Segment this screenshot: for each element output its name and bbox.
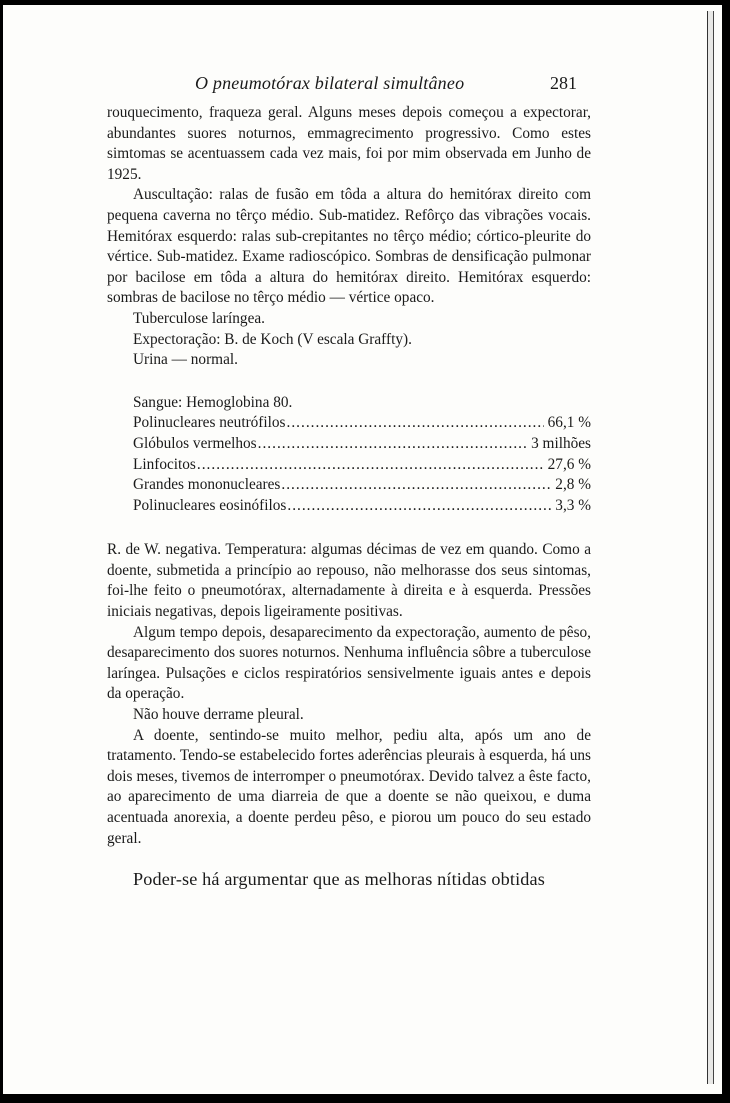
lab-row	[107, 455, 591, 476]
line-urine: Urina — normal.	[133, 351, 238, 369]
lab-value: 3 milhões	[531, 434, 591, 452]
paragraph-auscultation: Auscultação: ralas de fusão em tôda a altura do hemitórax direito com pequena caverna no têrço médio. Sub-matidez. Refôrço das vibrações vocais. Hemitórax esquerdo: ralas sub-crepitantes no têrço médio; córtico-pleurite do vértice. Sub-matidez. Exame radioscópico. Sombras de densificação pulmonar por bacilose em tôda a altura do hemitórax direito. Hemitórax esquerdo: sombras de bacilose no têrço médio — vértice opaco.	[107, 186, 591, 307]
running-title: O pneumotórax bilateral simultâneo	[195, 73, 465, 93]
paragraph-wassermann: R. de W. negativa. Temperatura: algumas décimas de vez em quando. Como a doente, submetida a princípio ao repouso, não melhorasse dos seus sintomas, foi-lhe feito o pneumotórax, alternadamente à direita e à esquerda. Pressões iniciais negativas, depois ligeiramente positivas.	[107, 541, 591, 621]
lab-row	[107, 434, 591, 455]
page-number: 281	[550, 73, 577, 93]
lab-value: 3,3 %	[555, 496, 591, 514]
running-header	[107, 67, 591, 103]
page-edge	[707, 11, 714, 1084]
paragraph-improvement: Algum tempo depois, desaparecimento da expectoração, aumento de pêso, desaparecimento dos suores noturnos. Nenhuma influência sôbre a tuberculose laríngea. Pulsações e ciclos respiratórios sensivelmente iguais antes e depois da operação.	[107, 623, 591, 703]
line-expectoration: Expectoração: B. de Koch (V escala Graffty).	[133, 330, 412, 348]
lab-label: Polinucleares eosinófilos	[133, 496, 287, 514]
dot-leader	[287, 496, 551, 517]
paragraph-symptoms: rouquecimento, fraqueza geral. Alguns meses depois começou a expectorar, abundantes suores noturnos, emmagrecimento progressivo. Como estes simtomas se acentuassem cada vez mais, foi por mim observada em Junho de 1925.	[107, 104, 591, 183]
lab-label: Grandes mononucleares	[133, 476, 281, 494]
lab-value: 27,6 %	[547, 455, 591, 473]
lab-results-table	[107, 413, 591, 516]
book-page	[107, 67, 591, 909]
lab-row	[107, 413, 591, 434]
dot-leader	[287, 413, 544, 434]
lab-row	[107, 475, 591, 496]
dot-leader	[281, 475, 551, 496]
lab-row	[107, 496, 591, 517]
lab-label: Polinucleares neutrófilos	[133, 414, 286, 432]
lab-value: 66,1 %	[547, 414, 591, 432]
paragraph-discharge: A doente, sentindo-se muito melhor, pediu alta, após um ano de tratamento. Tendo-se estabelecido fortes aderências pleurais à esquerda, há uns dois meses, tivemos de interromper o pneumotórax. Devido talvez a êste facto, ao aparecimento de uma diarreia de que a doente se não queixou, e duma acentuada anorexia, a doente perdeu pêso, e piorou um pouco do seu estado geral.	[107, 726, 591, 847]
spacer	[107, 371, 591, 393]
lab-label: Linfocitos	[133, 455, 196, 473]
spacer	[107, 516, 591, 540]
lab-value: 2,8 %	[555, 476, 591, 494]
dot-leader	[258, 434, 527, 455]
line-blood: Sangue: Hemoglobina 80.	[133, 393, 293, 411]
dot-leader	[197, 455, 544, 476]
paragraph-effusion: Não houve derrame pleural.	[133, 706, 304, 724]
closing-line: Poder-se há argumentar que as melhoras nítidas obtidas	[133, 869, 545, 890]
line-tuberculosis: Tuberculose laríngea.	[133, 309, 265, 327]
lab-label: Glóbulos vermelhos	[133, 434, 257, 452]
